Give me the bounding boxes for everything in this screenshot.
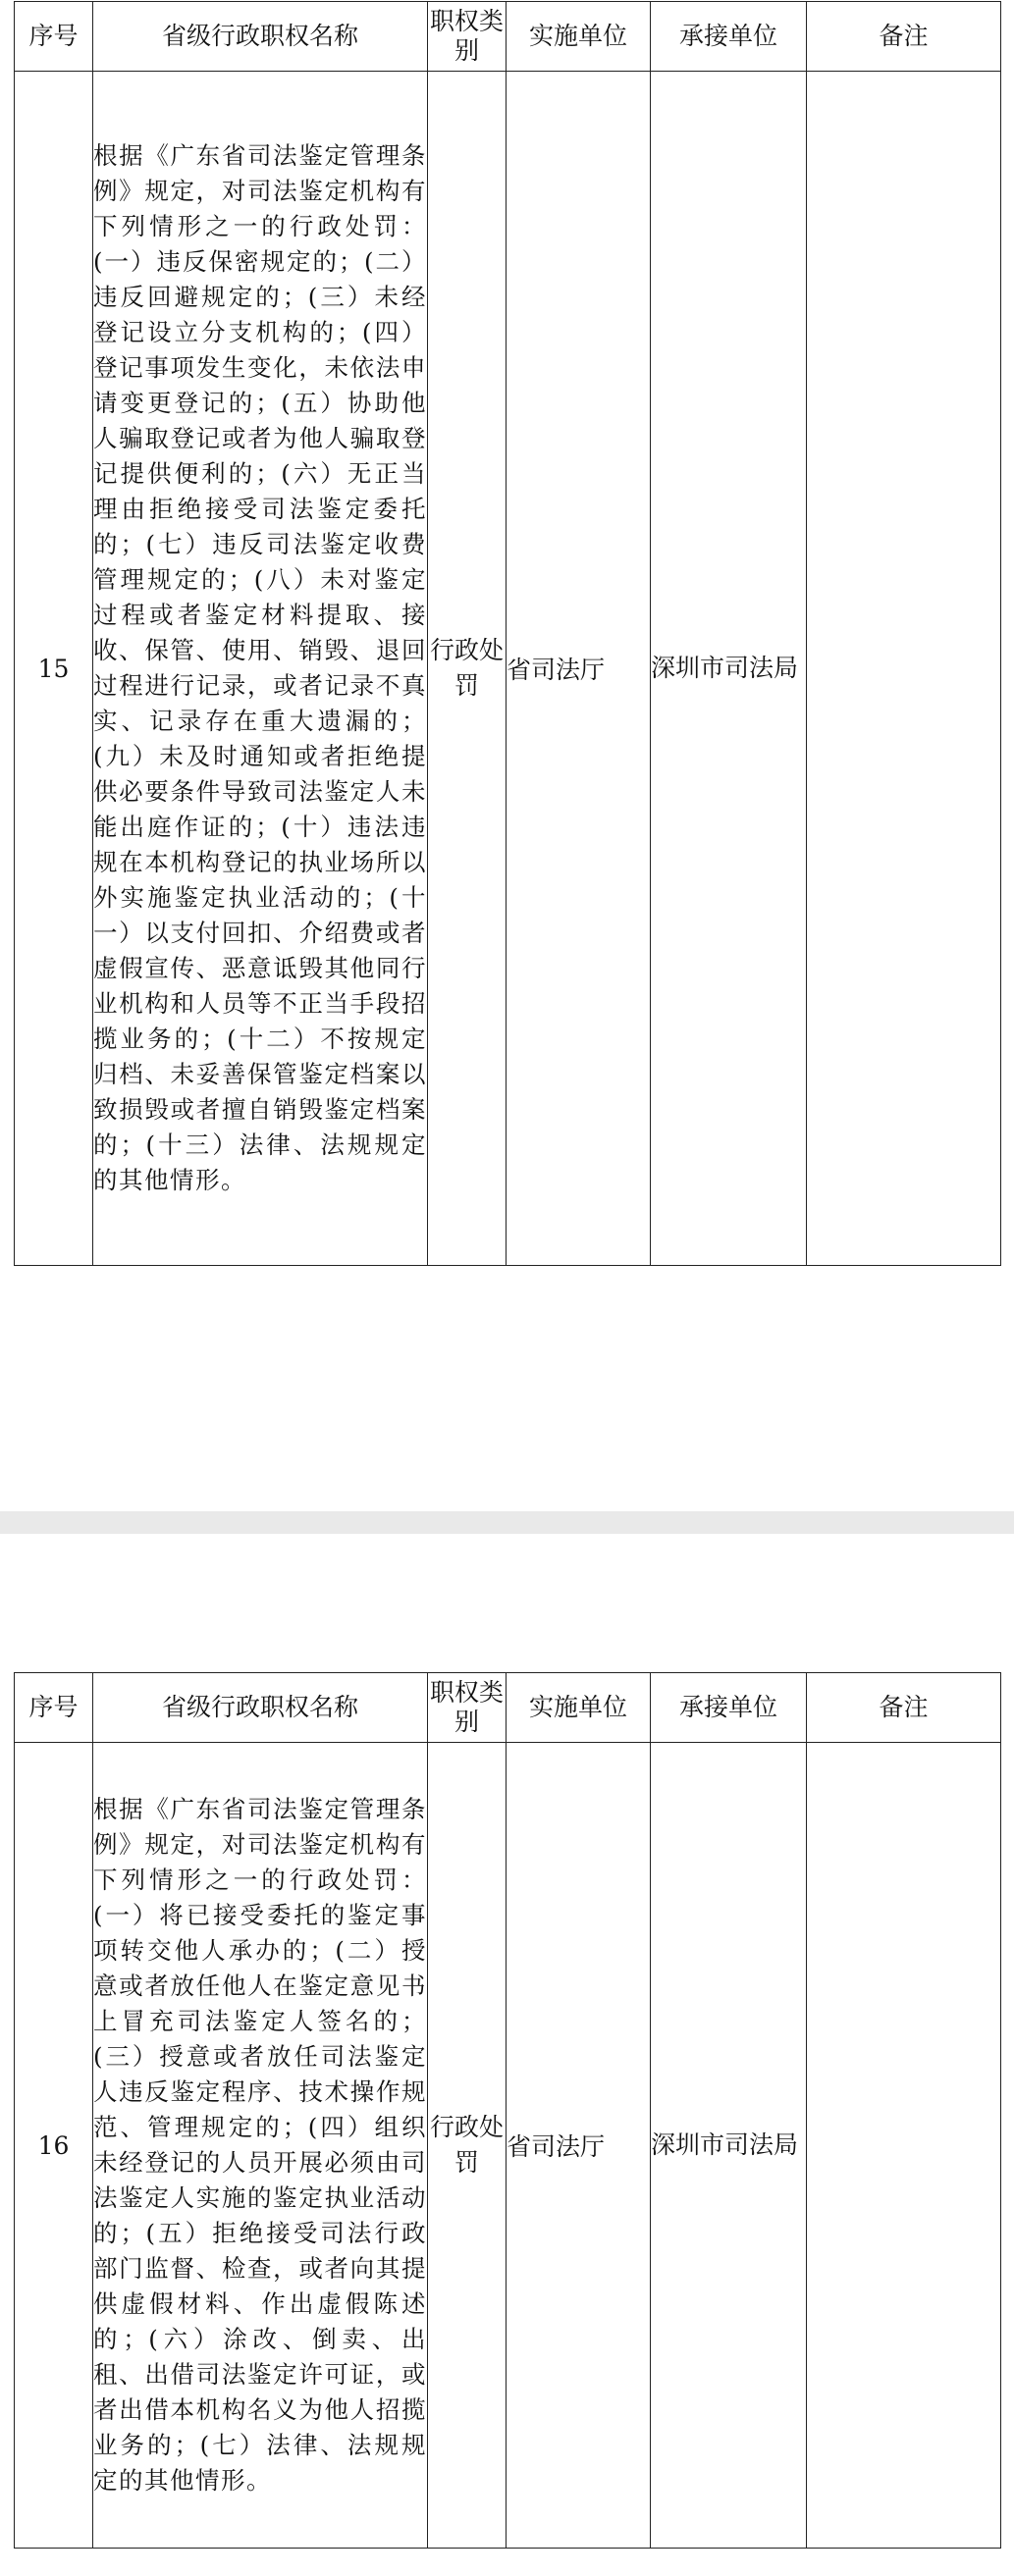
table-header-row xyxy=(15,1673,1001,1743)
header-remark: 备注 xyxy=(807,1673,1001,1743)
row-authority-name: 根据《广东省司法鉴定管理条例》规定，对司法鉴定机构有下列情形之一的行政处罚：(一）将已接受委托的鉴定事项转交他人承办的；(二）授意或者放任他人在鉴定意见书上冒充司法鉴定人签名的；(三）授意或者放任司法鉴定人违反鉴定程序、技术操作规范、管理规定的；(四）组织未经登记的人员开展必须由司法鉴定人实施的鉴定执业活动的；(五）拒绝接受司法行政部门监督、检查，或者向其提供虚假材料、作出虚假陈述的；(六）涂改、倒卖、出租、出借司法鉴定许可证，或者出借本机构名义为他人招揽业务的；(七）法律、法规规定的其他情形。 xyxy=(93,1743,428,2549)
page-separator xyxy=(0,1511,1014,1534)
row-remark xyxy=(807,1743,1001,2549)
header-unit: 实施单位 xyxy=(507,1673,651,1743)
header-name: 省级行政职权名称 xyxy=(93,1673,428,1743)
row-category: 行政处罚 xyxy=(428,1743,507,2549)
table-row xyxy=(15,1743,1001,2549)
row-implementing-unit: 省司法厅 xyxy=(507,72,651,1266)
header-name: 省级行政职权名称 xyxy=(93,2,428,72)
authority-table-page-2 xyxy=(14,1672,1001,2549)
header-seq: 序号 xyxy=(15,2,93,72)
row-category: 行政处罚 xyxy=(428,72,507,1266)
authority-table-page-1 xyxy=(14,1,1001,1266)
row-receiving-unit: 深圳市司法局 xyxy=(651,72,807,1266)
header-category: 职权类别 xyxy=(428,1673,507,1743)
row-seq: 16 xyxy=(15,1743,93,2549)
document-page-2 xyxy=(0,1534,1014,2576)
row-seq: 15 xyxy=(15,72,93,1266)
table-header-row xyxy=(15,2,1001,72)
row-receiving-unit: 深圳市司法局 xyxy=(651,1743,807,2549)
header-category: 职权类别 xyxy=(428,2,507,72)
header-seq: 序号 xyxy=(15,1673,93,1743)
header-remark: 备注 xyxy=(807,2,1001,72)
row-implementing-unit: 省司法厅 xyxy=(507,1743,651,2549)
table-row xyxy=(15,72,1001,1266)
header-receiver: 承接单位 xyxy=(651,2,807,72)
header-receiver: 承接单位 xyxy=(651,1673,807,1743)
row-remark xyxy=(807,72,1001,1266)
row-authority-name: 根据《广东省司法鉴定管理条例》规定，对司法鉴定机构有下列情形之一的行政处罚：(一）违反保密规定的；(二）违反回避规定的；(三）未经登记设立分支机构的；(四）登记事项发生变化，未依法申请变更登记的；(五）协助他人骗取登记或者为他人骗取登记提供便利的；(六）无正当理由拒绝接受司法鉴定委托的；(七）违反司法鉴定收费管理规定的；(八）未对鉴定过程或者鉴定材料提取、接收、保管、使用、销毁、退回过程进行记录，或者记录不真实、记录存在重大遗漏的；(九）未及时通知或者拒绝提供必要条件导致司法鉴定人未能出庭作证的；(十）违法违规在本机构登记的执业场所以外实施鉴定执业活动的；(十一）以支付回扣、介绍费或者虚假宣传、恶意诋毁其他同行业机构和人员等不正当手段招揽业务的；(十二）不按规定归档、未妥善保管鉴定档案以致损毁或者擅自销毁鉴定档案的；(十三）法律、法规规定的其他情形。 xyxy=(93,72,428,1266)
header-unit: 实施单位 xyxy=(507,2,651,72)
